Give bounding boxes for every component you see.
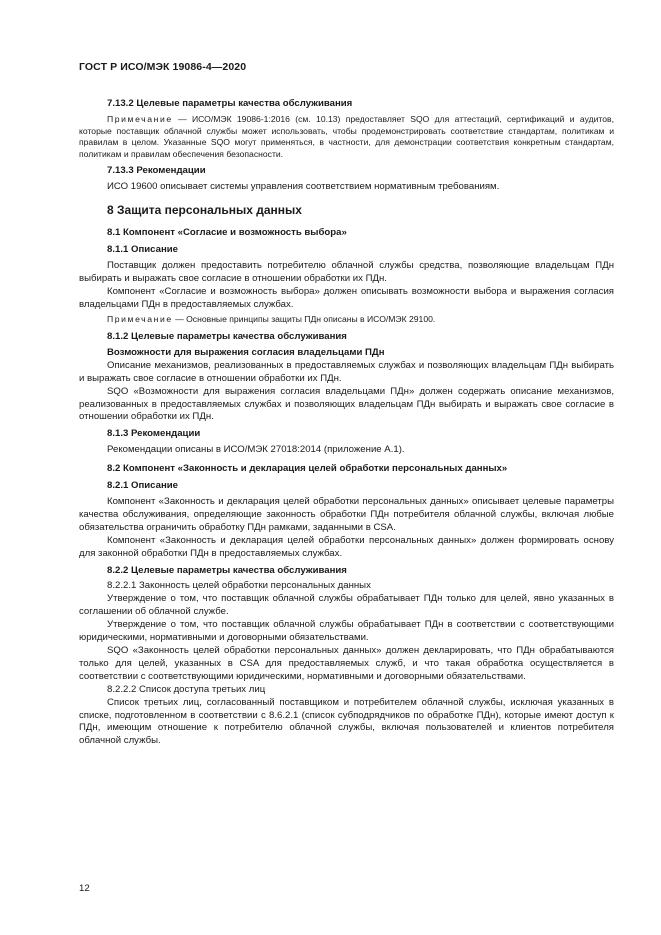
paragraph-8-2-2-a: Утверждение о том, что поставщик облачной службы обрабатывает ПДн только для целей, явно указанных в соглашении об облачной службе. bbox=[79, 593, 614, 618]
paragraph-8-1-2-a: Описание механизмов, реализованных в предоставляемых службах и позволяющих владельцам ПДн выбирать и выражать свое согласие в отношении обработки их ПДн. bbox=[79, 359, 614, 384]
heading-7-13-3: 7.13.3 Рекомендации bbox=[107, 165, 206, 177]
paragraph-8-2-2-d: Список третьих лиц, согласованный поставщиком и потребителем облачной службы, исключая указанных в списке, подготовленном в соответствии с 8.6.2.1 (список субподрядчиков по обработке ПДн), которые имеют доступ к ПДн, имеющим отношение к потребителю облачной службы, включая пользователей и клиентов потребителя облачной службы. bbox=[79, 696, 614, 747]
heading-8: 8 Защита персональных данных bbox=[107, 203, 302, 218]
note-7-13-2 bbox=[79, 114, 614, 160]
paragraph-8-2-1-a: Компонент «Законность и декларация целей обработки персональных данных» описывает целевые параметры качества обслуживания, определяющие законность обработки ПДн потребителя облачной службы, включая любые обязательства ограничить обработку ПДн рамками, заданными в CSA. bbox=[79, 496, 614, 533]
note-text: — Основные принципы защиты ПДн описаны в ИСО/МЭК 29100. bbox=[172, 314, 436, 325]
heading-7-13-2: 7.13.2 Целевые параметры качества обслуживания bbox=[107, 98, 353, 109]
note-text: — ИСО/МЭК 19086-1:2016 (см. 10.13) предоставляет SQO для аттестаций, сертификаций и аудитов, которые поставщик облачной службы может использовать, чтобы продемонстрировать соответствие стандартам, политикам и правилам в целом. Указанные SQO могут применяться, в частности, для демонстрации соответствия конкретным стандартам, политикам и правилам обеспечения безопасности. bbox=[79, 113, 614, 159]
heading-8-2-1: 8.2.1 Описание bbox=[107, 480, 178, 492]
paragraph-8-1-1-b: Компонент «Согласие и возможность выбора» должен описывать возможности выбора и выражения согласия владельцами ПДн в предоставляемых службах. bbox=[79, 285, 614, 310]
heading-8-1-1: 8.1.1 Описание bbox=[107, 243, 178, 255]
standard-header: ГОСТ Р ИСО/МЭК 19086-4—2020 bbox=[79, 61, 247, 73]
paragraph-8-2-1-b: Компонент «Законность и декларация целей обработки персональных данных» должен формировать основу для законной обработки ПДн в предоставляемых службах. bbox=[79, 534, 614, 559]
paragraph-7-13-3: ИСО 19600 описывает системы управления соответствием нормативным требованиям. bbox=[107, 181, 500, 193]
heading-8-1-3: 8.1.3 Рекомендации bbox=[107, 428, 201, 440]
heading-8-2-2: 8.2.2 Целевые параметры качества обслуживания bbox=[107, 564, 347, 576]
subheading-8-2-2-2: 8.2.2.2 Список доступа третьих лиц bbox=[107, 683, 266, 695]
paragraph-8-2-2-c: SQO «Законность целей обработки персональных данных» должен декларировать, что ПДн обрабатываются только для целей, указанных в CSA для предоставляемых служб, и что такая обработка осуществляется в соответствии с соответствующими юридическими, нормативными и договорными обязательствами. bbox=[79, 644, 614, 682]
paragraph-8-1-3: Рекомендации описаны в ИСО/МЭК 27018:2014 (приложение А.1). bbox=[107, 444, 405, 456]
paragraph-8-1-1-a: Поставщик должен предоставить потребителю облачной службы средства, позволяющие владельцам ПДн выбирать и выражать свое согласие в отношении обработки их ПДн. bbox=[79, 259, 614, 284]
paragraph-8-1-2-b: SQO «Возможности для выражения согласия владельцами ПДн» должен содержать описание механизмов, реализованных в предоставляемых службах и позволяющих владельцам ПДн выбирать и выражать свое согласие в отношении обработки их ПДн. bbox=[79, 385, 614, 423]
page-number: 12 bbox=[79, 883, 90, 894]
heading-8-1-2: 8.1.2 Целевые параметры качества обслуживания bbox=[107, 331, 347, 343]
page-content bbox=[79, 94, 614, 748]
subheading-8-1-2: Возможности для выражения согласия владельцами ПДн bbox=[107, 346, 385, 358]
note-label: Примечание bbox=[107, 314, 173, 325]
subheading-8-2-2-1: 8.2.2.1 Законность целей обработки персональных данных bbox=[107, 580, 371, 592]
heading-8-1: 8.1 Компонент «Согласие и возможность выбора» bbox=[107, 227, 347, 238]
note-8-1-1 bbox=[79, 314, 614, 326]
paragraph-8-2-2-b: Утверждение о том, что поставщик облачной службы обрабатывает ПДн в соответствии с соответствующими юридическими, нормативными и договорными обязательствами. bbox=[79, 619, 614, 644]
note-label: Примечание bbox=[107, 113, 173, 124]
heading-8-2: 8.2 Компонент «Законность и декларация целей обработки персональных данных» bbox=[107, 463, 508, 475]
